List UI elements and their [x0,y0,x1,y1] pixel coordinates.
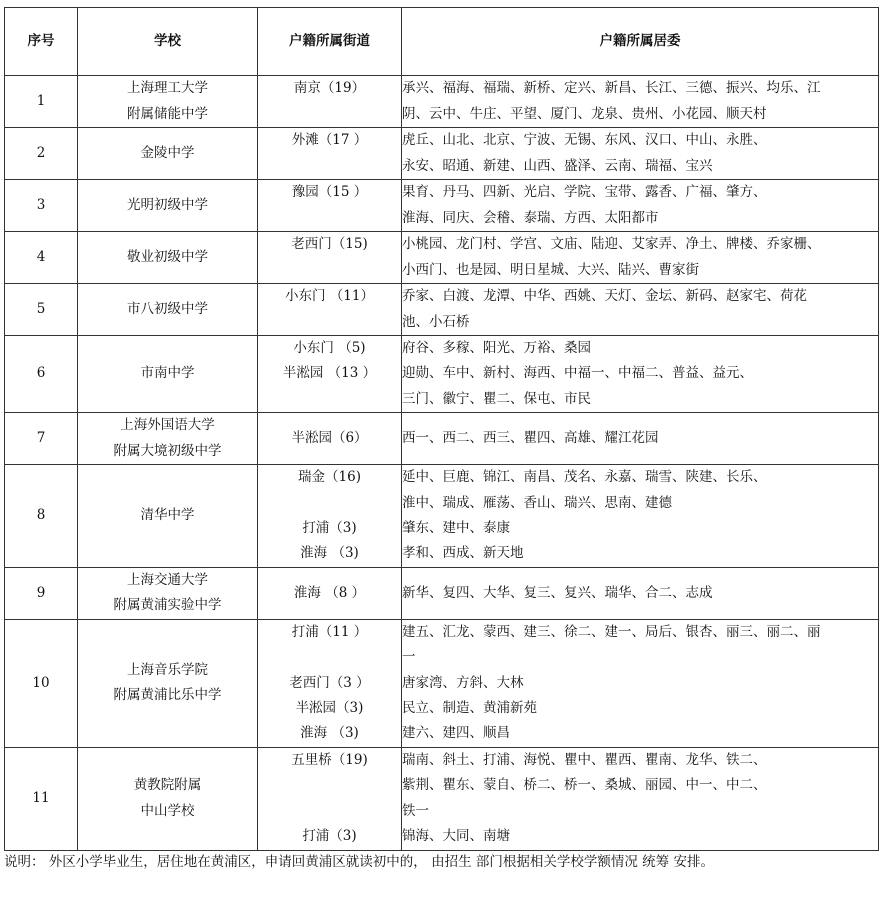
school-name [78,336,258,413]
street-name: 瑞金（16) [298,469,361,486]
table-row [5,413,879,465]
committee-line: 永安、昭通、新建、山西、盛泽、云南、瑞福、宝兴 [402,157,713,174]
committee-line: 淮海、同庆、会稽、泰瑞、方西、太阳都市 [402,209,659,226]
committee-line: 阴、云中、牛庄、平望、厦门、龙泉、贵州、小花园、顺天村 [402,105,767,122]
school-name-line: 上海交通大学 [127,571,208,588]
committee-cell [402,464,879,567]
committee-line: 迎勋、车中、新村、海西、中福一、中福二、普益、益元、 [402,365,753,382]
table-row [5,567,879,619]
street-name: 小东门 （11） [285,288,374,305]
street-spacer [258,491,401,516]
row-number: 11 [5,747,78,850]
street-cell [258,284,402,336]
table-row [5,284,879,336]
street-cell [258,76,402,128]
school-name [78,180,258,232]
school-name [78,567,258,619]
street-name: 南京（19） [293,80,366,97]
street-cell [258,567,402,619]
street-name: 外滩（17 ） [291,132,368,149]
street-name: 半淞园（3) [295,699,364,716]
committee-line: 承兴、福海、福瑞、新桥、定兴、新昌、长江、三德、振兴、均乐、江 [402,80,821,97]
committee-line: 民立、制造、黄浦新苑 [402,699,537,716]
street-name: 打浦（3) [302,519,357,536]
school-name-line: 附属储能中学 [127,105,208,122]
committee-line: 府谷、多稼、阳光、万裕、桑园 [402,340,591,356]
row-number: 10 [5,619,78,747]
committee-line: 乔家、白渡、龙潭、中华、西姚、天灯、金坛、新码、赵家宅、荷花 [402,288,807,305]
header-school: 学校 [78,8,258,76]
school-name-line: 金陵中学 [140,144,195,161]
row-number: 1 [5,76,78,128]
table-row [5,336,879,413]
school-name-line: 上海外国语大学 [120,417,215,434]
table-header-row [5,8,879,76]
school-name-line: 附属黄浦实验中学 [113,597,222,614]
committee-cell [402,413,879,465]
school-district-table [4,7,879,851]
street-spacer [258,154,401,179]
table-row [5,76,879,128]
committee-line: 建六、建四、顺昌 [402,725,510,742]
row-number: 4 [5,232,78,284]
committee-line: 西一、西二、西三、瞿四、高雄、耀江花园 [402,429,659,446]
school-name-line: 上海理工大学 [127,80,208,97]
street-name: 淮海 （3) [300,725,359,742]
school-name [78,747,258,850]
street-name: 打浦（11 ） [291,623,368,640]
committee-line: 瑞南、斜土、打浦、海悦、瞿中、瞿西、瞿南、龙华、铁二、 [402,751,767,768]
row-number: 9 [5,567,78,619]
street-name: 淮海 （8 ） [293,584,366,601]
committee-cell [402,336,879,413]
street-cell [258,180,402,232]
row-number: 6 [5,336,78,413]
committee-line: 果育、丹马、四新、光启、学院、宝带、露香、广福、肇方、 [402,184,767,201]
street-spacer [258,799,401,824]
street-spacer [258,387,401,412]
table-row [5,128,879,180]
row-number: 7 [5,413,78,465]
street-name: 半淞园 （13 ） [282,365,377,382]
school-name [78,76,258,128]
school-name-line: 市八初级中学 [127,300,208,317]
street-cell [258,336,402,413]
table-row [5,180,879,232]
committee-line: 一 [402,649,416,666]
school-name-line: 附属黄浦比乐中学 [113,687,222,704]
street-cell [258,232,402,284]
committee-line: 建五、汇龙、蒙西、建三、徐二、建一、局后、银杏、丽三、丽二、丽 [402,623,821,640]
street-cell [258,464,402,567]
committee-cell [402,619,879,747]
street-name: 小东门 （5) [293,340,366,356]
school-name [78,464,258,567]
street-cell [258,128,402,180]
school-name [78,128,258,180]
header-committee: 户籍所属居委 [402,8,879,76]
committee-line: 小西门、也是园、明日星城、大兴、陆兴、曹家街 [402,261,699,278]
street-cell [258,747,402,850]
street-spacer [258,773,401,798]
row-number: 8 [5,464,78,567]
street-spacer [258,258,401,283]
row-number: 3 [5,180,78,232]
street-spacer [258,102,401,127]
table-row [5,747,879,850]
school-name-line: 附属大境初级中学 [113,442,222,459]
school-name [78,619,258,747]
committee-line: 虎丘、山北、北京、宁波、无锡、东风、汉口、中山、永胜、 [402,132,767,149]
committee-cell [402,284,879,336]
school-name-line: 清华中学 [140,507,195,524]
school-name [78,413,258,465]
street-name: 老西门（3 ） [289,674,370,691]
school-name [78,284,258,336]
committee-line: 淮中、瑞成、雁荡、香山、瑞兴、思南、建德 [402,494,672,511]
school-name-line: 黄教院附属 [133,777,202,794]
street-name: 五里桥（19) [291,751,368,768]
street-cell [258,413,402,465]
committee-line: 孝和、西成、新天地 [402,545,524,562]
school-name [78,232,258,284]
street-name: 豫园（15 ） [291,184,368,201]
school-name-line: 上海音乐学院 [127,661,208,678]
committee-line: 锦海、大同、南塘 [402,828,510,845]
school-name-line: 市南中学 [140,365,195,382]
school-name-line: 敬业初级中学 [127,248,208,265]
street-cell [258,619,402,747]
row-number: 5 [5,284,78,336]
committee-line: 池、小石桥 [402,313,470,330]
header-number: 序号 [5,8,78,76]
committee-cell [402,747,879,850]
committee-cell [402,567,879,619]
street-name: 打浦（3) [302,828,357,845]
school-name-line: 中山学校 [140,802,195,819]
table-row [5,619,879,747]
committee-line: 延中、巨鹿、锦江、南昌、茂名、永嘉、瑞雪、陕建、长乐、 [402,469,767,486]
header-street: 户籍所属街道 [258,8,402,76]
committee-line: 小桃园、龙门村、学宫、文庙、陆迎、艾家弄、净土、牌楼、乔家栅、 [402,236,821,253]
street-spacer [258,645,401,670]
street-name: 半淞园（6） [291,429,368,446]
committee-line: 新华、复四、大华、复三、复兴、瑞华、合二、志成 [402,584,713,601]
row-number: 2 [5,128,78,180]
table-row [5,232,879,284]
committee-line: 肇东、建中、泰康 [402,519,510,536]
committee-cell [402,76,879,128]
street-name: 老西门（15) [291,236,368,253]
committee-line: 唐家湾、方斜、大林 [402,674,524,691]
committee-cell [402,128,879,180]
street-name: 淮海 （3) [300,545,359,562]
committee-line: 三门、徽宁、瞿二、保屯、市民 [402,390,591,407]
committee-cell [402,232,879,284]
footnote: 说明： 外区小学毕业生，居住地在黄浦区，申请回黄浦区就读初中的， 由招生 部门根据相关学校学额情况 统筹 安排。 [4,854,714,870]
committee-cell [402,180,879,232]
table-row [5,464,879,567]
school-name-line: 光明初级中学 [127,196,208,213]
street-spacer [258,310,401,335]
committee-line: 铁一 [402,802,429,819]
street-spacer [258,206,401,231]
committee-line: 紫荆、瞿东、蒙自、桥二、桥一、桑城、丽园、中一、中二、 [402,777,767,794]
